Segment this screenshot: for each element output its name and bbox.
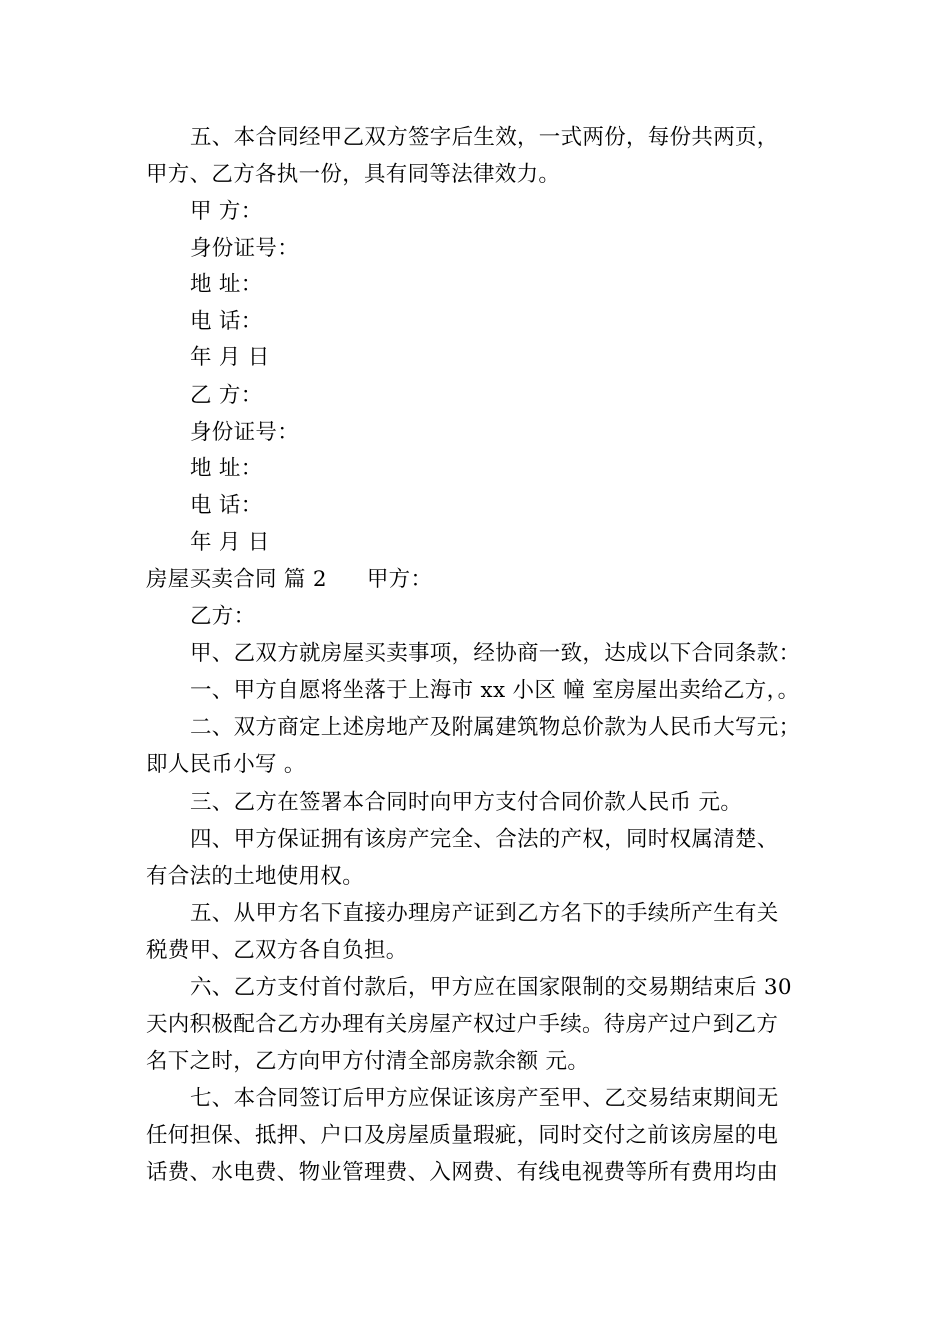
clause-7-line-2: 任何担保、抵押、户口及房屋质量瑕疵，同时交付之前该房屋的电 [146,1123,779,1148]
clause-3: 三、乙方在签署本合同时向甲方支付合同价款人民币 元。 [190,790,743,815]
section-heading [146,567,432,593]
clause-2-line-2: 即人民币小写 。 [146,752,306,777]
clause-5b-line-1: 五、从甲方名下直接办理房产证到乙方名下的手续所产生有关 [190,901,779,926]
clause-2-line-1: 二、双方商定上述房地产及附属建筑物总价款为人民币大写元； [190,715,801,740]
party-b-date-label: 年 月 日 [190,530,270,555]
clause-5-line-1: 五、本合同经甲乙双方签字后生效，一式两份，每份共两页， [190,125,779,150]
clause-6-line-1: 六、乙方支付首付款后，甲方应在国家限制的交易期结束后 30 [190,975,792,1000]
clause-6-line-2: 天内积极配合乙方办理有关房屋产权过户手续。待房产过户到乙方 [146,1012,779,1037]
party-b-address-label: 地 址： [190,456,263,481]
party-a-address-label: 地 址： [190,272,263,297]
clause-4-line-2: 有合法的土地使用权。 [146,864,365,889]
clause-7-line-3: 话费、水电费、物业管理费、入网费、有线电视费等所有费用均由 [146,1160,779,1185]
party-a-date-label: 年 月 日 [190,345,270,370]
party-a-label: 甲 方： [190,199,263,224]
clause-5b-line-2: 税费甲、乙双方各自负担。 [146,938,408,963]
clause-5-line-2: 甲方、乙方各执一份，具有同等法律效力。 [146,162,561,187]
clause-1: 一、甲方自愿将坐落于上海市 xx 小区 幢 室房屋出卖给乙方，。 [190,678,800,703]
party-b-label: 乙 方： [190,383,263,408]
party-b-phone-label: 电 话： [190,493,263,518]
section-party-a-label: 甲方： [366,567,433,592]
party-a-phone-label: 电 话： [190,309,263,334]
clause-4-line-1: 四、甲方保证拥有该房产完全、合法的产权，同时权属清楚、 [190,827,779,852]
section-title: 房屋买卖合同 篇 2 [146,567,327,592]
party-b-id-label: 身份证号： [190,420,300,445]
clause-6-line-3: 名下之时，乙方向甲方付清全部房款余额 元。 [146,1049,590,1074]
section-party-b-label: 乙方： [190,604,256,629]
preamble: 甲、乙双方就房屋买卖事项，经协商一致，达成以下合同条款： [190,641,801,666]
party-a-id-label: 身份证号： [190,236,300,261]
clause-7-line-1: 七、本合同签订后甲方应保证该房产至甲、乙交易结束期间无 [190,1086,779,1111]
